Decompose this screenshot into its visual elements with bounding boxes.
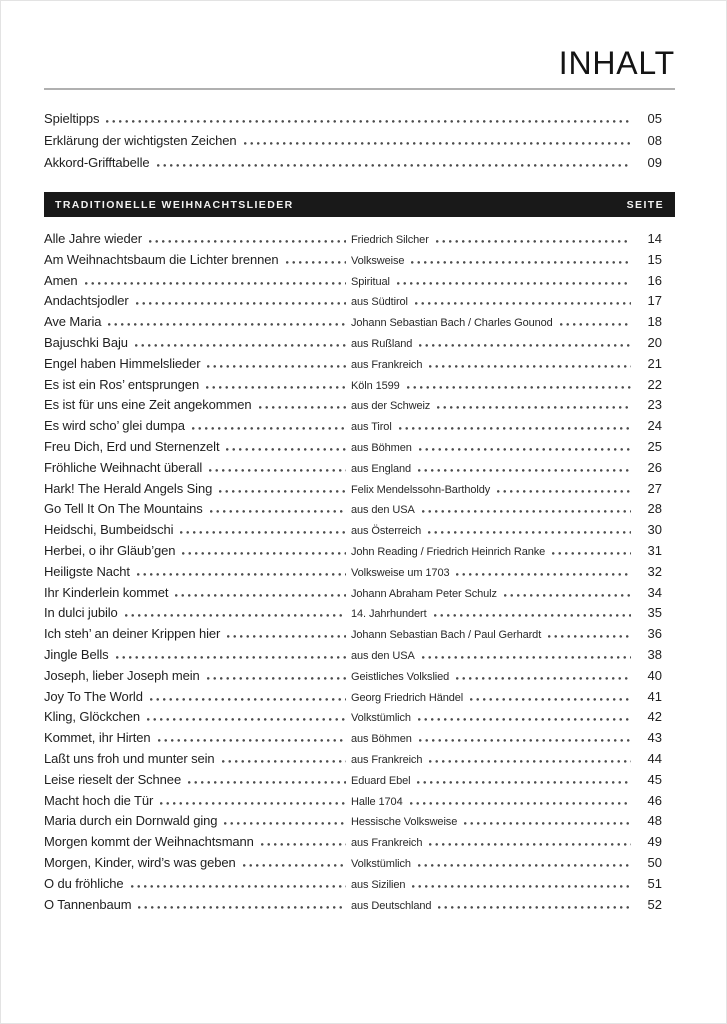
- song-title-cell: [44, 252, 351, 267]
- page-number: 45: [647, 771, 662, 787]
- song-source: Volksweise: [351, 254, 405, 267]
- song-row: [44, 605, 675, 626]
- song-title: Maria durch ein Dornwald ging: [44, 813, 218, 829]
- dot-leader: [157, 163, 631, 167]
- song-source: Volkstümlich: [351, 712, 411, 725]
- page-number: 18: [647, 314, 662, 330]
- song-title-cell: [44, 855, 351, 870]
- dot-leader: [244, 141, 631, 145]
- song-row: [44, 585, 675, 606]
- song-row: [44, 522, 675, 543]
- song-source: aus Südtirol: [351, 296, 408, 309]
- page-number: 27: [647, 480, 662, 496]
- song-source: aus Böhmen: [351, 733, 412, 746]
- song-row: [44, 418, 675, 439]
- song-title-cell: [44, 356, 351, 371]
- song-source: Köln 1599: [351, 379, 400, 392]
- page-number: 15: [647, 251, 662, 267]
- dot-leader: [131, 884, 346, 888]
- dot-leader: [160, 801, 346, 805]
- song-row: [44, 751, 675, 772]
- dot-leader: [411, 260, 631, 264]
- dot-leader: [397, 281, 631, 285]
- dot-leader: [116, 655, 346, 659]
- page-number: 24: [647, 418, 662, 434]
- dot-leader: [410, 801, 631, 805]
- dot-leader: [207, 676, 346, 680]
- song-title-cell: [44, 460, 351, 475]
- song-title: Es wird scho’ glei dumpa: [44, 418, 185, 434]
- dot-leader: [149, 239, 346, 243]
- song-title-cell: [44, 730, 351, 745]
- dot-leader: [419, 738, 631, 742]
- dot-leader: [552, 551, 631, 555]
- dot-leader: [504, 593, 631, 597]
- section-title: TRADITIONELLE WEIHNACHTSLIEDER: [55, 198, 294, 211]
- dot-leader: [418, 468, 631, 472]
- page-number: 28: [647, 501, 662, 517]
- intro-item-label: Erklärung der wichtigsten Zeichen: [44, 133, 237, 148]
- dot-leader: [85, 281, 346, 285]
- song-title-cell: [44, 751, 351, 766]
- page-number: 43: [647, 730, 662, 746]
- song-source: Johann Abraham Peter Schulz: [351, 587, 497, 600]
- intro-item: [44, 133, 675, 155]
- song-source: aus Österreich: [351, 525, 422, 538]
- dot-leader: [135, 343, 346, 347]
- dot-leader: [147, 717, 346, 721]
- page-number: 31: [647, 542, 662, 558]
- song-title: Kling, Glöckchen: [44, 709, 140, 725]
- dot-leader: [548, 634, 631, 638]
- song-title-cell: [44, 543, 351, 558]
- song-row: [44, 668, 675, 689]
- page-number: 30: [647, 522, 662, 538]
- page-number: 46: [647, 792, 662, 808]
- song-title: Ave Maria: [44, 314, 102, 330]
- page-number: 50: [647, 854, 662, 870]
- song-row: [44, 876, 675, 897]
- song-title-cell: [44, 522, 351, 537]
- song-source: aus Frankreich: [351, 837, 423, 850]
- song-title-cell: [44, 876, 351, 891]
- page-number: 35: [647, 605, 662, 621]
- song-source: aus England: [351, 462, 412, 475]
- page-number: 49: [647, 834, 662, 850]
- song-source: Georg Friedrich Händel: [351, 691, 464, 704]
- song-title: Ihr Kinderlein kommet: [44, 584, 169, 600]
- song-title-cell: [44, 605, 351, 620]
- song-title: Laßt uns froh und munter sein: [44, 750, 215, 766]
- dot-leader: [399, 426, 631, 430]
- dot-leader: [286, 260, 346, 264]
- song-title: Engel haben Himmelslieder: [44, 355, 201, 371]
- page-number: 08: [647, 133, 662, 148]
- dot-leader: [456, 572, 631, 576]
- dot-leader: [428, 530, 631, 534]
- page-number: 34: [647, 584, 662, 600]
- song-row: [44, 273, 675, 294]
- intro-item-label: Spieltipps: [44, 111, 100, 126]
- page-number: 16: [647, 272, 662, 288]
- song-row: [44, 834, 675, 855]
- page-number: 14: [647, 231, 662, 246]
- page-number: 25: [647, 438, 662, 454]
- song-title: Heidschi, Bumbeidschi: [44, 522, 174, 538]
- song-row: [44, 397, 675, 418]
- song-title: O du fröhliche: [44, 875, 124, 891]
- dot-leader: [497, 489, 631, 493]
- page-number: 21: [647, 355, 662, 371]
- page-number: 26: [647, 459, 662, 475]
- song-row: [44, 855, 675, 876]
- song-row: [44, 439, 675, 460]
- song-title-cell: [44, 793, 351, 808]
- song-title-cell: [44, 418, 351, 433]
- dot-leader: [419, 447, 631, 451]
- dot-leader: [259, 405, 347, 409]
- dot-leader: [429, 759, 631, 763]
- song-source: Hessische Volksweise: [351, 816, 458, 829]
- page-number: 36: [647, 626, 662, 642]
- song-row: [44, 481, 675, 502]
- song-row: [44, 626, 675, 647]
- song-title: Kommet, ihr Hirten: [44, 730, 151, 746]
- dot-leader: [209, 468, 346, 472]
- song-title-cell: [44, 293, 351, 308]
- song-title-cell: [44, 273, 351, 288]
- song-title: Herbei, o ihr Gläub’gen: [44, 542, 176, 558]
- song-row: [44, 709, 675, 730]
- song-title: Freu Dich, Erd und Sternenzelt: [44, 438, 220, 454]
- song-source: 14. Jahrhundert: [351, 608, 427, 621]
- song-row: [44, 793, 675, 814]
- song-row: [44, 730, 675, 751]
- dot-leader: [470, 697, 631, 701]
- song-title-cell: [44, 585, 351, 600]
- song-row: [44, 335, 675, 356]
- song-title-cell: [44, 481, 351, 496]
- dot-leader: [438, 905, 631, 909]
- dot-leader: [207, 364, 346, 368]
- page-number: 22: [647, 376, 662, 392]
- page-title: INHALT: [558, 45, 675, 81]
- dot-leader: [422, 509, 631, 513]
- dot-leader: [227, 634, 346, 638]
- song-source: Friedrich Silcher: [351, 234, 429, 246]
- song-source: Spiritual: [351, 275, 390, 288]
- song-title: Macht hoch die Tür: [44, 792, 154, 808]
- dot-leader: [219, 489, 346, 493]
- song-title: Leise rieselt der Schnee: [44, 771, 182, 787]
- dot-leader: [419, 343, 631, 347]
- song-title: Hark! The Herald Angels Sing: [44, 480, 213, 496]
- dot-leader: [224, 821, 346, 825]
- song-title: Joseph, lieber Joseph mein: [44, 667, 200, 683]
- song-title-cell: [44, 439, 351, 454]
- song-source: Halle 1704: [351, 795, 403, 808]
- page-content: [44, 1, 675, 917]
- song-title: Amen: [44, 272, 78, 288]
- song-title: In dulci jubilo: [44, 605, 118, 621]
- song-row: [44, 460, 675, 481]
- song-title: Es ist für uns eine Zeit angekommen: [44, 397, 252, 413]
- dot-leader: [261, 842, 346, 846]
- song-title: Am Weihnachtsbaum die Lichter brennen: [44, 251, 279, 267]
- seite-column-label: SEITE: [626, 198, 664, 211]
- dot-leader: [136, 301, 346, 305]
- dot-leader: [158, 738, 346, 742]
- page-number: 38: [647, 646, 662, 662]
- dot-leader: [437, 405, 631, 409]
- dot-leader: [182, 551, 346, 555]
- song-title-cell: [44, 668, 351, 683]
- song-source: Johann Sebastian Bach / Paul Gerhardt: [351, 629, 542, 642]
- song-title-cell: [44, 647, 351, 662]
- song-row: [44, 772, 675, 793]
- song-title-cell: [44, 709, 351, 724]
- song-source: Felix Mendelssohn-Bartholdy: [351, 483, 491, 496]
- song-source: Geistliches Volkslied: [351, 670, 450, 683]
- song-title-cell: [44, 897, 351, 912]
- song-source: John Reading / Friedrich Heinrich Ranke: [351, 545, 546, 558]
- intro-item-label: Akkord-Grifftabelle: [44, 155, 150, 170]
- dot-leader: [175, 593, 346, 597]
- dot-leader: [412, 884, 631, 888]
- dot-leader: [415, 301, 631, 305]
- song-row: [44, 689, 675, 710]
- intro-item: [44, 111, 675, 133]
- song-title-cell: [44, 501, 351, 516]
- song-title-cell: [44, 231, 351, 246]
- song-title-cell: [44, 689, 351, 704]
- song-source: aus Böhmen: [351, 441, 412, 454]
- page-number: 42: [647, 709, 662, 725]
- page-number: 05: [647, 111, 662, 126]
- intro-item: [44, 155, 675, 177]
- dot-leader: [418, 717, 631, 721]
- song-title-cell: [44, 564, 351, 579]
- song-row: [44, 543, 675, 564]
- page-number: 44: [647, 750, 662, 766]
- song-title: Fröhliche Weihnacht überall: [44, 459, 203, 475]
- song-title-cell: [44, 314, 351, 329]
- dot-leader: [206, 385, 346, 389]
- dot-leader: [222, 759, 346, 763]
- song-title-cell: [44, 335, 351, 350]
- song-title-cell: [44, 626, 351, 641]
- dot-leader: [150, 697, 346, 701]
- dot-leader: [560, 322, 631, 326]
- dot-leader: [210, 509, 346, 513]
- dot-leader: [407, 385, 631, 389]
- song-source: Johann Sebastian Bach / Charles Gounod: [351, 317, 553, 330]
- song-row: [44, 356, 675, 377]
- dot-leader: [417, 780, 631, 784]
- dot-leader: [138, 905, 346, 909]
- song-title: Jingle Bells: [44, 646, 109, 662]
- song-title-cell: [44, 813, 351, 828]
- song-row: [44, 293, 675, 314]
- song-source: aus der Schweiz: [351, 400, 431, 413]
- dot-leader: [125, 613, 346, 617]
- song-source: aus Rußland: [351, 337, 413, 350]
- page-number: 52: [647, 896, 662, 912]
- song-title: Heiligste Nacht: [44, 563, 130, 579]
- song-row: [44, 314, 675, 335]
- song-title: Andachtsjodler: [44, 293, 129, 309]
- song-source: aus Tirol: [351, 421, 392, 434]
- song-source: aus Frankreich: [351, 358, 423, 371]
- dot-leader: [434, 613, 631, 617]
- page-number: 48: [647, 813, 662, 829]
- song-source: aus Deutschland: [351, 899, 432, 912]
- song-source: Eduard Ebel: [351, 774, 411, 787]
- song-title: Joy To The World: [44, 688, 143, 704]
- song-title: Bajuschki Baju: [44, 334, 128, 350]
- page-number: 23: [647, 397, 662, 413]
- page-number: 17: [647, 293, 662, 309]
- dot-leader: [226, 447, 346, 451]
- song-row: [44, 647, 675, 668]
- song-title: Morgen, Kinder, wird’s was geben: [44, 854, 236, 870]
- song-title-cell: [44, 834, 351, 849]
- dot-leader: [108, 322, 346, 326]
- song-source: aus Frankreich: [351, 753, 423, 766]
- page-number: 40: [647, 667, 662, 683]
- dot-leader: [422, 655, 631, 659]
- dot-leader: [418, 863, 631, 867]
- song-title: Go Tell It On The Mountains: [44, 501, 203, 517]
- section-header-bar: [44, 192, 675, 217]
- dot-leader: [106, 119, 631, 123]
- song-row: [44, 564, 675, 585]
- dot-leader: [429, 364, 631, 368]
- song-row: [44, 377, 675, 398]
- dot-leader: [464, 821, 631, 825]
- song-list: [44, 231, 675, 917]
- song-row: [44, 897, 675, 918]
- song-title-cell: [44, 397, 351, 412]
- song-title: Ich steh’ an deiner Krippen hier: [44, 626, 221, 642]
- song-title: Es ist ein Ros’ entsprungen: [44, 376, 200, 392]
- dot-leader: [188, 780, 346, 784]
- dot-leader: [180, 530, 346, 534]
- song-title: Morgen kommt der Weihnachtsmann: [44, 834, 254, 850]
- dot-leader: [192, 426, 346, 430]
- page-number: 20: [647, 334, 662, 350]
- song-source: Volksweise um 1703: [351, 566, 450, 579]
- dot-leader: [243, 863, 346, 867]
- song-source: aus Sizilien: [351, 878, 406, 891]
- song-row: [44, 252, 675, 273]
- song-row: [44, 231, 675, 252]
- song-title-cell: [44, 772, 351, 787]
- dot-leader: [137, 572, 346, 576]
- song-row: [44, 813, 675, 834]
- page-number: 41: [647, 688, 662, 704]
- page-number: 51: [647, 875, 662, 891]
- song-source: Volkstümlich: [351, 857, 411, 870]
- song-title: Alle Jahre wieder: [44, 231, 143, 246]
- intro-list: [44, 111, 675, 177]
- song-row: [44, 501, 675, 522]
- song-source: aus den USA: [351, 649, 415, 662]
- title-rule: [44, 88, 675, 90]
- dot-leader: [429, 842, 631, 846]
- song-title-cell: [44, 377, 351, 392]
- page-number: 32: [647, 563, 662, 579]
- dot-leader: [436, 239, 631, 243]
- page-number: 09: [647, 155, 662, 170]
- song-source: aus den USA: [351, 504, 415, 517]
- song-title: O Tannenbaum: [44, 896, 132, 912]
- dot-leader: [456, 676, 631, 680]
